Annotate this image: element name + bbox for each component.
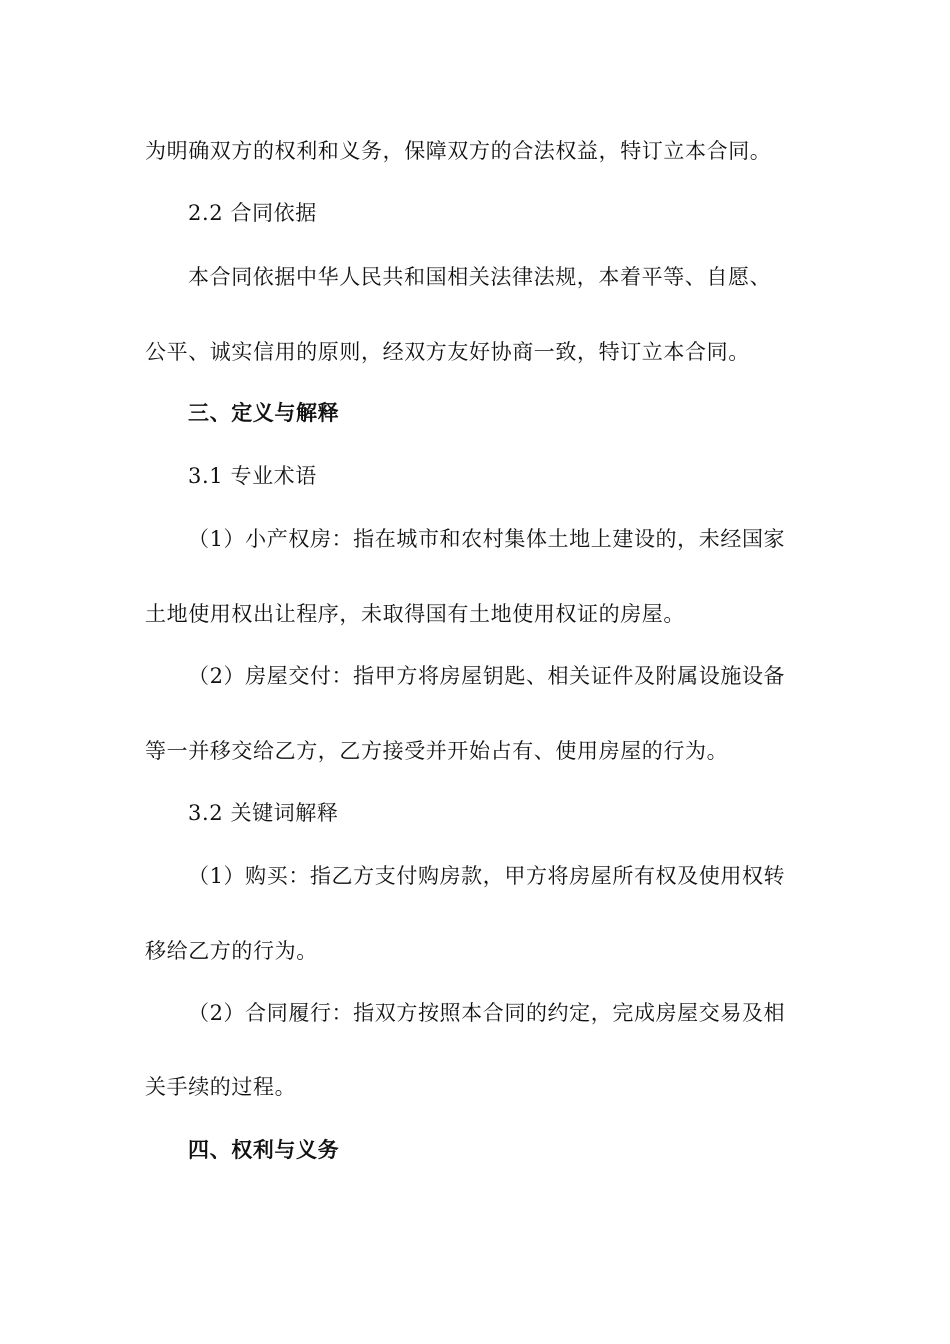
- keyword-definition-line: （1）购买：指乙方支付购房款，甲方将房屋所有权及使用权转: [188, 864, 786, 888]
- section-heading-4: 四、权利与义务: [188, 1137, 340, 1162]
- subsection-heading-3-2: 3.2 关键词解释: [188, 801, 339, 825]
- paragraph-line: 本合同依据中华人民共和国相关法律法规，本着平等、自愿、: [188, 265, 772, 289]
- paragraph-line: 公平、诚实信用的原则，经双方友好协商一致，特订立本合同。: [145, 340, 750, 364]
- subsection-heading-2-2: 2.2 合同依据: [188, 201, 317, 225]
- keyword-definition-line: 移给乙方的行为。: [145, 939, 318, 963]
- paragraph-line: 为明确双方的权利和义务，保障双方的合法权益，特订立本合同。: [145, 139, 772, 163]
- section-heading-3: 三、定义与解释: [188, 400, 340, 425]
- term-definition-line: （1）小产权房：指在城市和农村集体土地上建设的，未经国家: [188, 527, 786, 551]
- keyword-definition-line: （2）合同履行：指双方按照本合同的约定，完成房屋交易及相: [188, 1001, 786, 1025]
- term-definition-line: 等一并移交给乙方，乙方接受并开始占有、使用房屋的行为。: [145, 739, 729, 763]
- keyword-definition-line: 关手续的过程。: [145, 1075, 297, 1099]
- term-definition-line: （2）房屋交付：指甲方将房屋钥匙、相关证件及附属设施设备: [188, 664, 786, 688]
- term-definition-line: 土地使用权出让程序，未取得国有土地使用权证的房屋。: [145, 602, 685, 626]
- subsection-heading-3-1: 3.1 专业术语: [188, 464, 317, 488]
